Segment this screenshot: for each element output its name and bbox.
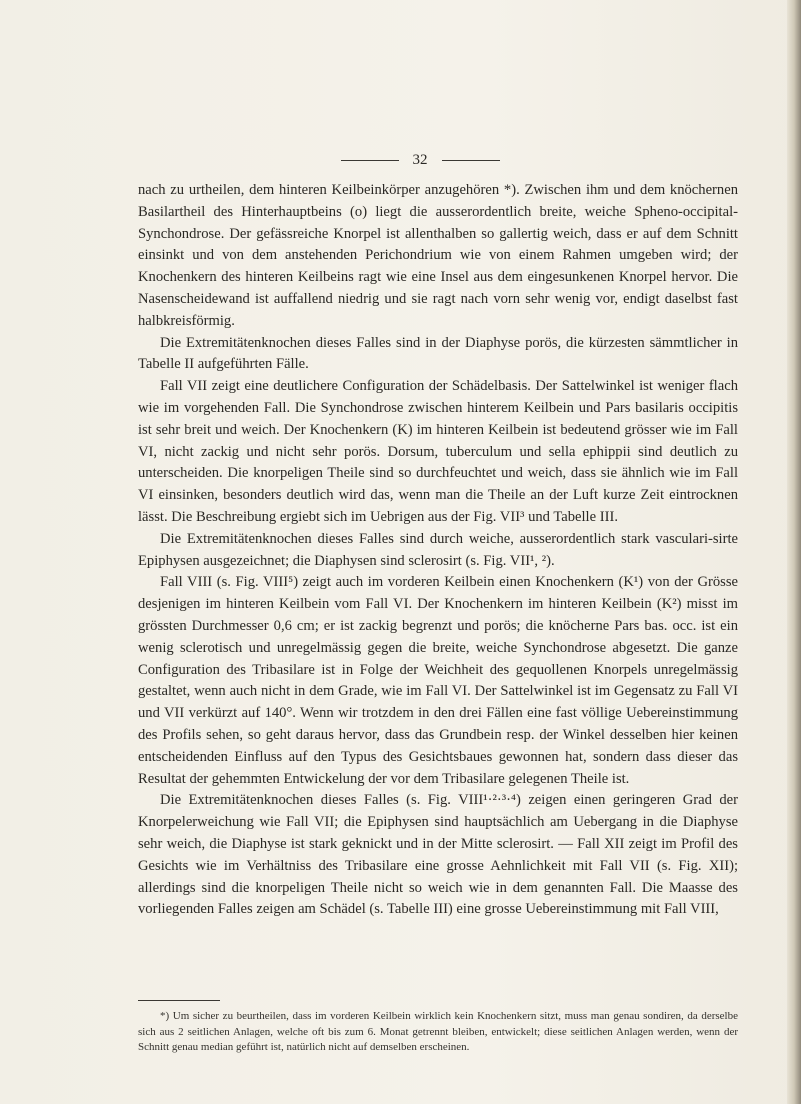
paragraph-1: nach zu urtheilen, dem hinteren Keilbeinkörper anzugehören *). Zwischen ihm und dem knöchernen Basilartheil des Hinterhauptbeins (o) liegt die ausserordentlich breite, weiche Spheno-occipital-Synchondrose. Der gefässreiche Knorpel ist allenthalben so gallertig weich, dass er auf dem Schnitt einsinkt und von dem anstehenden Perichondrium wie von einem Rahmen umgeben wird; der Knochenkern des hinteren Keilbeins ragt wie eine Insel aus dem eingesunkenen Knorpel hervor. Die Nasenscheidewand ist auffallend niedrig und sie ragt nach vorn sehr wenig vor, endigt daselbst fast halbkreisförmig. bbox=[138, 182, 738, 329]
header-rule-left bbox=[341, 160, 399, 161]
paragraph-4: Die Extremitätenknochen dieses Falles sind durch weiche, ausserordentlich stark vasculari-sirte Epiphysen ausgezeichnet; die Diaphysen sind sclerosirt (s. Fig. VII¹, ²). bbox=[138, 530, 738, 569]
header-rule-right bbox=[442, 160, 500, 161]
footnote-rule bbox=[138, 1000, 220, 1001]
page-header bbox=[300, 152, 540, 168]
footnote bbox=[138, 1009, 738, 1056]
page-number: 32 bbox=[412, 152, 428, 168]
paragraph-3: Fall VII zeigt eine deutlichere Configuration der Schädelbasis. Der Sattelwinkel ist weniger flach wie im vorgehenden Fall. Die Synchondrose zwischen hinterem Keilbein und Pars basilaris occipitis ist sehr breit und weich. Der Knochenkern (K) im hinteren Keilbein ist bedeutend grösser wie im Fall VI, nicht zackig und nicht sehr porös. Dorsum, tuberculum und sella ephippii sind deutlich zu unterscheiden. Die knorpeligen Theile sind so durchfeuchtet und weich, dass sie ähnlich wie im Fall VI einsinken, besonders deutlich wird das, wenn man die Theile an der Luft kurze Zeit eintrocknen lässt. Die Beschreibung ergiebt sich im Uebrigen aus der Fig. VII³ und Tabelle III. bbox=[138, 378, 738, 525]
paragraph-5: Fall VIII (s. Fig. VIII⁵) zeigt auch im vorderen Keilbein einen Knochenkern (K¹) von der Grösse desjenigen im hinteren Keilbein vom Fall VI. Der Knochenkern im hinteren Keilbein (K²) misst im grössten Durchmesser 0,6 cm; er ist zackig begrenzt und porös; die knöcherne Pars bas. occ. ist ein wenig sclerotisch und unregelmässig gegen die breite, weiche Synchondrose abgesetzt. Die ganze Configuration des Tribasilare ist in Folge der Weichheit des gequollenen Knorpels unregelmässig gestaltet, wenn auch nicht in dem Grade, wie im Fall VI. Der Sattelwinkel ist im Gegensatz zu Fall VI und VII verkürzt auf 140°. Wenn wir trotzdem in den drei Fällen eine fast völlige Uebereinstimmung des Profils sehen, so geht daraus hervor, dass das Grundbein resp. der Winkel desselben hier keinen entscheidenden Einfluss auf den Typus des Gesichtsbaues gewonnen hat, sondern dass dieser das Resultat der gehemmten Entwickelung der vor dem Tribasilare gelegenen Theile ist. bbox=[138, 574, 738, 787]
body-text bbox=[138, 180, 738, 921]
footnote-text: *) Um sicher zu beurtheilen, dass im vorderen Keilbein wirklich kein Knochenkern sitzt, muss man genau sondiren, da derselbe sich aus 2 seitlichen Anlagen, welche oft bis zum 6. Monat getrennt bleiben, entwickelt; diese seitlichen Anlagen werden, wenn der Schnitt genau median geführt ist, natürlich nicht auf demselben erscheinen. bbox=[138, 1010, 738, 1053]
paragraph-6: Die Extremitätenknochen dieses Falles (s. Fig. VIII¹·²·³·⁴) zeigen einen geringeren Grad der Knorpelerweichung wie Fall VII; die Epiphysen sind hauptsächlich am Uebergang in die Diaphyse sehr weich, die Diaphyse ist stark geknickt und in der Mitte sclerosirt. — Fall XII zeigt im Profil des Gesichts wie im Verhältniss des Tribasilare eine grosse Aehnlichkeit mit Fall VII (s. Fig. XII); allerdings sind die knorpeligen Theile nicht so weich wie in dem genannten Fall. Die Maasse des vorliegenden Falles zeigen am Schädel (s. Tabelle III) eine grosse Uebereinstimmung mit Fall VIII, bbox=[138, 792, 738, 918]
paragraph-2: Die Extremitätenknochen dieses Falles sind in der Diaphyse porös, die kürzesten sämmtlicher in Tabelle II aufgeführten Fälle. bbox=[138, 334, 738, 373]
page-edge-shadow bbox=[787, 0, 801, 1104]
